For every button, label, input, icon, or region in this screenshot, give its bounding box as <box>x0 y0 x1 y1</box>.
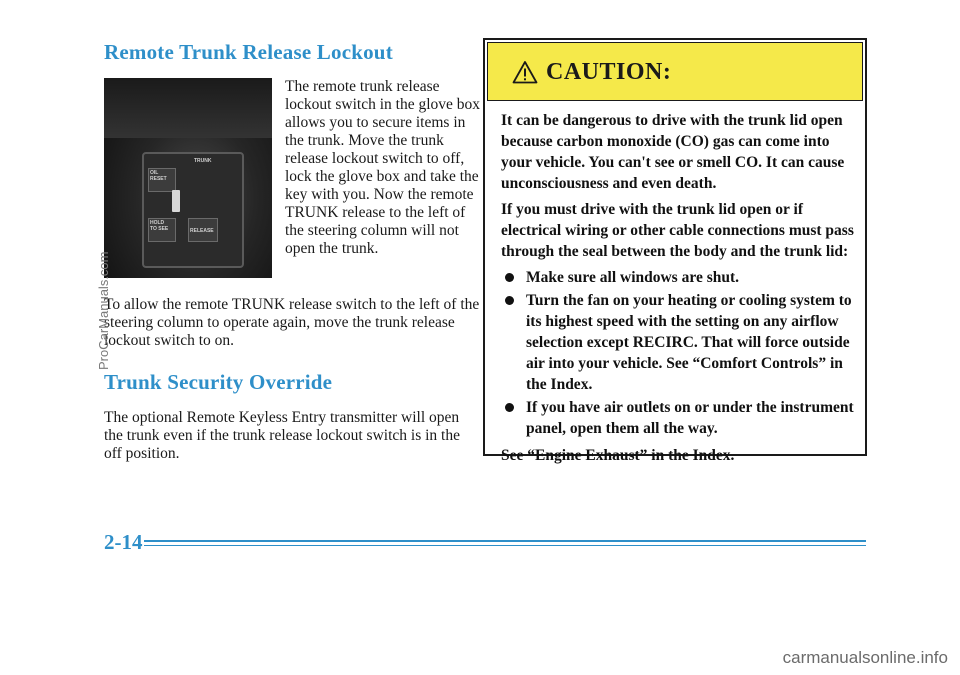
caution-bullet-item <box>501 290 859 395</box>
caution-footer-reference: See “Engine Exhaust” in the Index. <box>501 447 735 464</box>
lockout-description-paragraph: The remote trunk release lockout switch in the glove box allows you to secure items in the trunk. Move the trunk release lockout switch to off, lock the glove box and take the key with you. Now the remote TRUNK release to the left of the steering column will not open the trunk. <box>285 78 481 257</box>
section-heading-remote-trunk-release-lockout: Remote Trunk Release Lockout <box>104 40 393 64</box>
caution-bullet-list <box>501 267 859 439</box>
caution-paragraph-danger: It can be dangerous to drive with the trunk lid open because carbon monoxide (CO) gas can come into your vehicle. You can't see or smell CO. It can cause unconsciousness and even death. <box>501 112 845 192</box>
caution-bullet-text: Make sure all windows are shut. <box>526 269 740 286</box>
photo-trunk-lockout-switch <box>172 190 180 212</box>
bullet-icon <box>505 273 514 282</box>
caution-bullet-text: Turn the fan on your heating or cooling system to its highest speed with the setting on any airflow selection except RECIRC. That will force outside air into your vehicle. See “Comfort Controls” in the Index. <box>526 292 852 393</box>
photo-label-trunk: TRUNK <box>194 158 212 164</box>
footer-rule-thick <box>144 540 866 542</box>
watermark-bottom-text: carmanualsonline.info <box>782 648 948 667</box>
warning-triangle-icon <box>512 60 538 84</box>
watermark-side-text: ProCarManuals.com <box>96 251 111 370</box>
caution-bullet-item <box>501 267 859 288</box>
caution-box <box>483 38 867 464</box>
bullet-icon <box>505 296 514 305</box>
photo-label-reset: OIL RESET <box>150 170 167 182</box>
photo-label-hold: HOLD TO SEE <box>150 220 169 232</box>
caution-bullet-text: If you have air outlets on or under the instrument panel, open them all the way. <box>526 399 854 437</box>
section-heading-trunk-security-override: Trunk Security Override <box>104 370 333 394</box>
override-paragraph: The optional Remote Keyless Entry transmitter will open the trunk even if the trunk release lockout switch is in the off position. <box>104 409 460 462</box>
footer-rule-thin <box>144 545 866 546</box>
photo-dash-edge <box>104 78 272 138</box>
caution-title: CAUTION: <box>546 59 672 85</box>
photo-label-release: RELEASE <box>190 228 214 234</box>
caution-paragraph-conditions: If you must drive with the trunk lid open or if electrical wiring or other cable connections must pass through the seal between the body and the trunk lid: <box>501 201 854 260</box>
bullet-icon <box>505 403 514 412</box>
caution-bullet-item <box>501 397 859 439</box>
lockout-reenable-paragraph: To allow the remote TRUNK release switch to the left of the steering column to operate again, move the trunk release lockout switch to on. <box>104 296 480 349</box>
page-number: 2-14 <box>104 530 143 554</box>
glove-box-switch-photo <box>104 78 272 278</box>
caution-body <box>501 110 859 471</box>
caution-header <box>487 42 863 101</box>
